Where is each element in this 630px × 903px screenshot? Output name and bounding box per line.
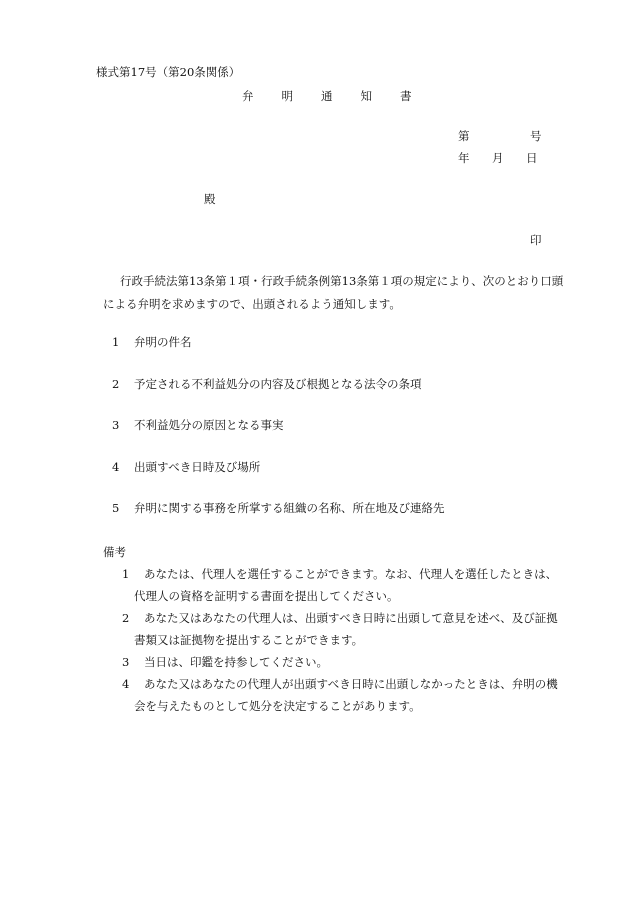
remark-note (122, 563, 574, 607)
note-line-continued: 会を与えたものとして処分を決定することがあります。 (134, 699, 421, 713)
item-text: 不利益処分の原因となる事実 (134, 418, 284, 432)
day-label: 日 (526, 151, 538, 165)
title-char: 弁 (242, 89, 254, 103)
title-char: 知 (360, 89, 372, 103)
addressee-suffix: 殿 (204, 192, 216, 206)
item-number: 4 (112, 460, 120, 474)
item-number: 3 (112, 418, 120, 432)
date-line (458, 150, 538, 166)
seal-label: 印 (530, 233, 542, 247)
item-number: 5 (112, 501, 120, 515)
note-number: 3 (122, 655, 130, 669)
note-line: 当日は、印鑑を持参してください。 (144, 655, 328, 669)
item-text: 弁明に関する事務を所掌する組織の名称、所在地及び連絡先 (134, 501, 445, 515)
number-label-go: 号 (530, 129, 542, 143)
body-paragraph: 行政手続法第13条第１項・行政手続条例第13条第１項の規定により、次のとおり口頭による弁明を求めますので、出頭されるよう通知します。 (103, 274, 564, 311)
list-item (112, 417, 284, 433)
note-number: 4 (122, 677, 130, 691)
title-char: 通 (321, 89, 333, 103)
note-line: あなた又はあなたの代理人が出頭すべき日時に出頭しなかったときは、弁明の機 (144, 677, 558, 691)
remark-note (122, 607, 574, 651)
remarks-title: 備考 (103, 545, 126, 559)
year-label: 年 (458, 151, 470, 165)
item-text: 出頭すべき日時及び場所 (134, 460, 261, 474)
item-number: 1 (112, 335, 120, 349)
document-title (242, 88, 440, 104)
title-char: 書 (400, 89, 412, 103)
note-number: 1 (122, 567, 130, 581)
note-line: あなたは、代理人を選任することができます。なお、代理人を選任したときは、 (144, 567, 558, 581)
note-number: 2 (122, 611, 130, 625)
remark-note (122, 673, 574, 717)
item-number: 2 (112, 377, 120, 391)
document-number-line (458, 128, 542, 144)
month-label: 月 (492, 151, 504, 165)
list-item (112, 376, 422, 392)
note-line-continued: 書類又は証拠物を提出することができます。 (134, 633, 364, 647)
list-item (112, 459, 260, 475)
item-text: 弁明の件名 (134, 335, 192, 349)
list-item (112, 500, 445, 516)
list-item (112, 334, 192, 350)
note-line: あなた又はあなたの代理人は、出頭すべき日時に出頭して意見を述べ、及び証拠 (144, 611, 558, 625)
note-line-continued: 代理人の資格を証明する書面を提出してください。 (134, 589, 399, 603)
item-text: 予定される不利益処分の内容及び根拠となる法令の条項 (134, 377, 422, 391)
remark-note (122, 651, 574, 673)
number-label-dai: 第 (458, 129, 470, 143)
form-number: 様式第17号（第20条関係） (96, 65, 241, 79)
title-char: 明 (281, 89, 293, 103)
